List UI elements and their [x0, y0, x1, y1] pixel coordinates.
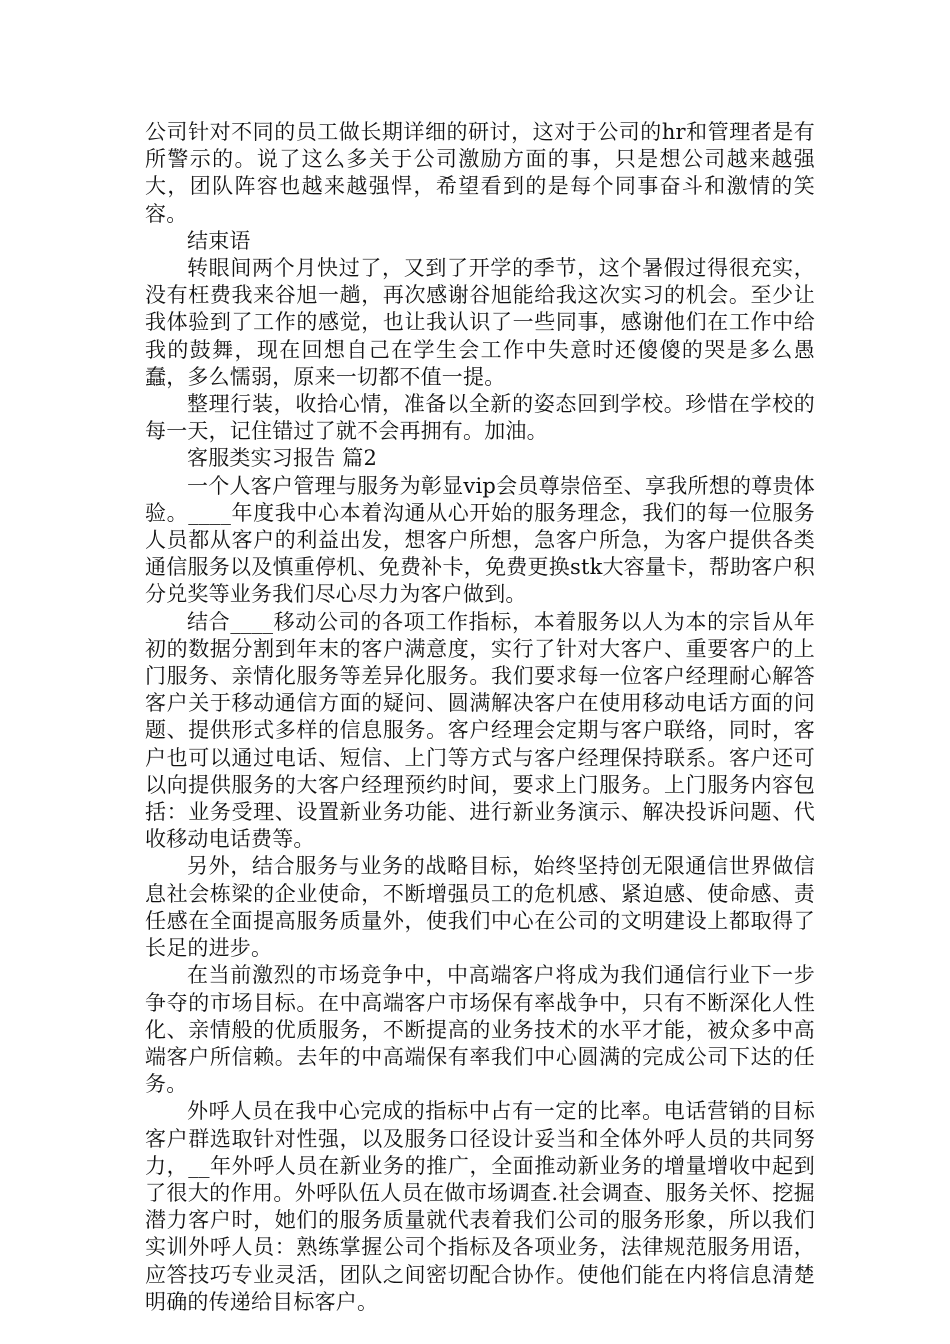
paragraph-strategy-goals: 另外，结合服务与业务的战略目标，始终坚持创无限通信世界做信息社会栋梁的企业使命，不断增强员工的危机感、紧迫感、使命感、责任感在全面提高服务质量外，使我们中心在公司的文明建设上都取得了长足的进步。: [145, 854, 815, 961]
paragraph-summer-reflection: 转眼间两个月快过了，又到了开学的季节，这个暑假过得很充实，没有枉费我来谷旭一趟，再次感谢谷旭能给我这次实习的机会。至少让我体验到了工作的感觉，也让我认识了一些同事，感谢他们在工作中给我的鼓舞，现在回想自己在学生会工作中失意时还傻傻的哭是多么愚蠢，多么懦弱，原来一切都不值一提。: [145, 256, 815, 389]
paragraph-company-research: 公司针对不同的员工做长期详细的研讨，这对于公司的hr和管理者是有所警示的。说了这么多关于公司激励方面的事，只是想公司越来越强大，团队阵容也越来越强悍，希望看到的是每个同事奋斗和激情的笑容。: [145, 120, 815, 226]
heading-report-part-2: 客服类实习报告 篇2: [187, 446, 378, 471]
paragraph-outbound-calls: 外呼人员在我中心完成的指标中占有一定的比率。电话营销的目标客户群选取针对性强，以及服务口径设计妥当和全体外呼人员的共同努力，__年外呼人员在新业务的推广，全面推动新业务的增量增收中起到了很大的作用。外呼队伍人员在做市场调查.社会调查、服务关怀、挖掘潜力客户时，她们的服务质量就代表着我们公司的服务形象，所以我们实训外呼人员：熟练掌握公司个指标及各项业务，法律规范服务用语，应答技巧专业灵活，团队之间密切配合协作。使他们能在内将信息清楚明确的传递给目标客户。: [145, 1099, 815, 1314]
document-page: [145, 119, 815, 1316]
paragraph-vip-service: 一个人客户管理与服务为彰显vip会员尊崇倍至、享我所想的尊贵体验。____年度我中心本着沟通从心开始的服务理念，我们的每一位服务人员都从客户的利益出发，想客户所想，急客户所急，为客户提供各类通信服务以及慎重停机、免费补卡，免费更换stk大容量卡，帮助客户积分兑奖等业务我们尽心尽力为客户做到。: [145, 473, 815, 607]
paragraph-back-to-school: 整理行装，收拾心情，准备以全新的姿态回到学校。珍惜在学校的每一天，记住错过了就不会再拥有。加油。: [145, 392, 815, 444]
paragraph-high-end-customers: 在当前激烈的市场竞争中，中高端客户将成为我们通信行业下一步争夺的市场目标。在中高端客户市场保有率战争中，只有不断深化人性化、亲情般的优质服务，不断提高的业务技术的水平才能，被众多中高端客户所信赖。去年的中高端保有率我们中心圆满的完成公司下达的任务。: [145, 963, 815, 1097]
paragraph-customer-manager: 结合____移动公司的各项工作指标，本着服务以人为本的宗旨从年初的数据分割到年末的客户满意度，实行了针对大客户、重要客户的上门服务、亲情化服务等差异化服务。我们要求每一位客户经理耐心解答客户关于移动通信方面的疑问、圆满解决客户在使用移动电话方面的问题、提供形式多样的信息服务。客户经理会定期与客户联络，同时，客户也可以通过电话、短信、上门等方式与客户经理保持联系。客户还可以向提供服务的大客户经理预约时间，要求上门服务。上门服务内容包括：业务受理、设置新业务功能、进行新业务演示、解决投诉问题、代收移动电话费等。: [145, 609, 815, 852]
heading-conclusion: 结束语: [187, 228, 251, 253]
